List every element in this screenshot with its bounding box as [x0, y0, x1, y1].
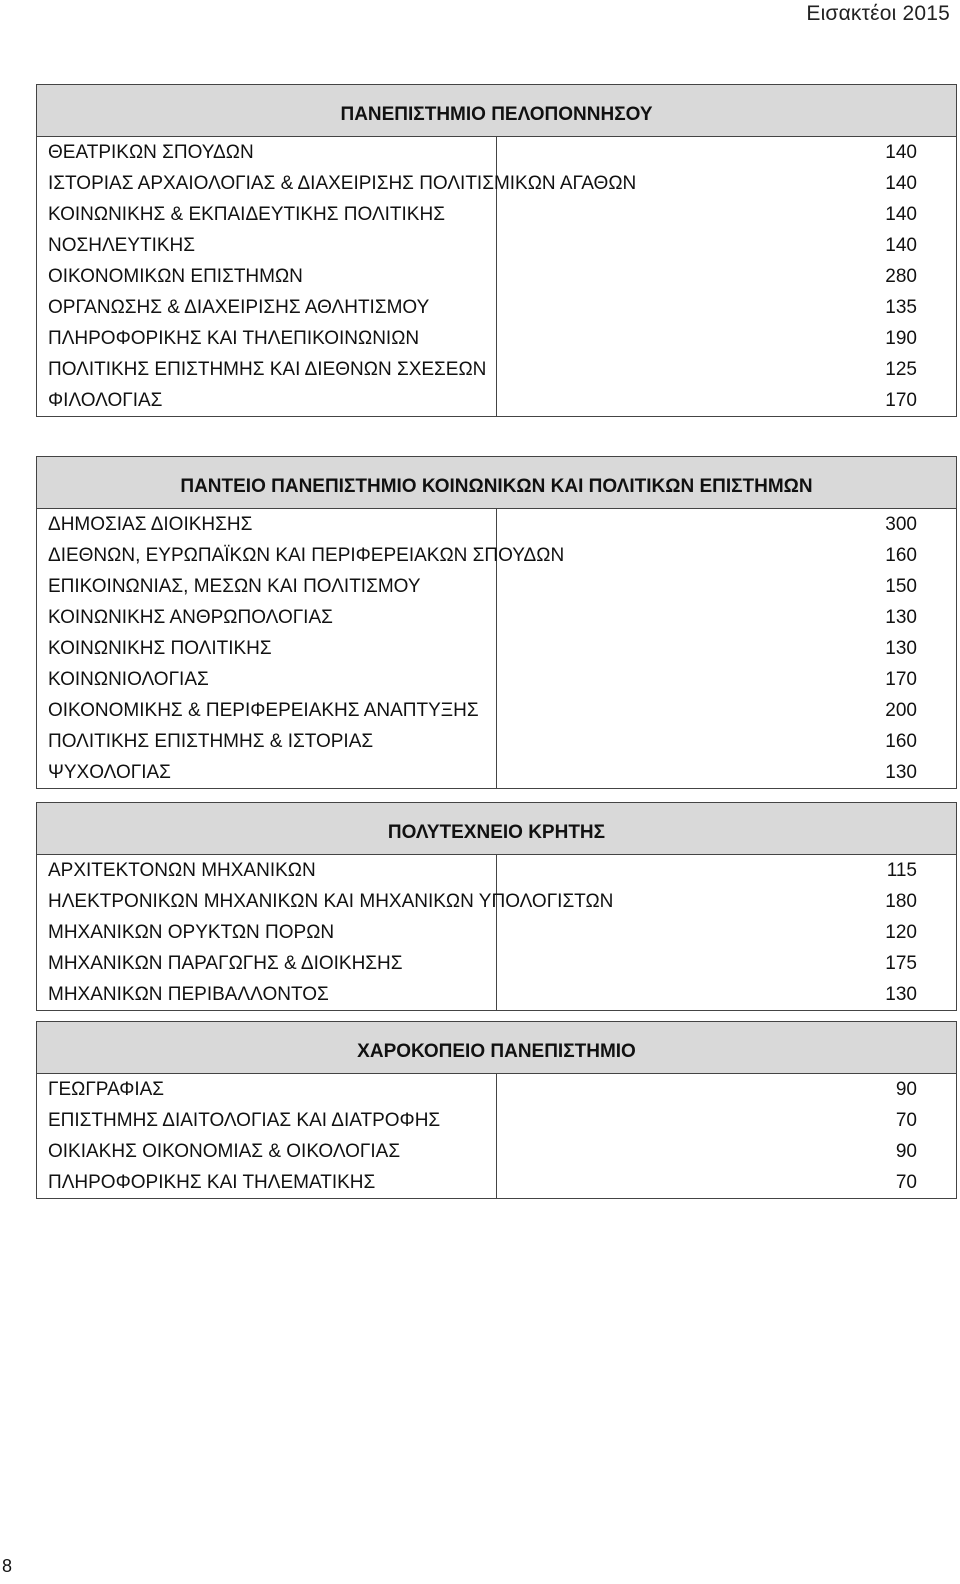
table-row: [37, 571, 957, 602]
table-row: [37, 1105, 957, 1136]
admission-count: 140: [497, 230, 957, 261]
table-row: [37, 292, 957, 323]
table-row: [37, 354, 957, 385]
table-row: [37, 1167, 957, 1199]
admission-count: 70: [497, 1105, 957, 1136]
admission-count: 140: [497, 168, 957, 199]
university-table: [36, 84, 957, 417]
table-row: [37, 695, 957, 726]
department-name: ΕΠΙΚΟΙΝΩΝΙΑΣ, ΜΕΣΩΝ ΚΑΙ ΠΟΛΙΤΙΣΜΟΥ: [37, 571, 497, 602]
admission-count: 130: [497, 979, 957, 1011]
department-name: ΘΕΑΤΡΙΚΩΝ ΣΠΟΥΔΩΝ: [37, 137, 497, 169]
table-row: [37, 664, 957, 695]
admission-count: 130: [497, 602, 957, 633]
admission-count: 170: [497, 385, 957, 417]
table-row: [37, 855, 957, 887]
admission-count: 280: [497, 261, 957, 292]
page-number: 8: [2, 1556, 13, 1576]
university-table: [36, 1021, 957, 1199]
department-name: ΦΙΛΟΛΟΓΙΑΣ: [37, 385, 497, 417]
department-name: ΟΙΚΟΝΟΜΙΚΩΝ ΕΠΙΣΤΗΜΩΝ: [37, 261, 497, 292]
admission-count: 160: [497, 540, 957, 571]
document-header: Εισακτέοι 2015: [806, 2, 950, 25]
department-name: ΝΟΣΗΛΕΥΤΙΚΗΣ: [37, 230, 497, 261]
department-name: ΑΡΧΙΤΕΚΤΟΝΩΝ ΜΗΧΑΝΙΚΩΝ: [37, 855, 497, 887]
department-name: ΨΥΧΟΛΟΓΙΑΣ: [37, 757, 497, 789]
department-name: ΙΣΤΟΡΙΑΣ ΑΡΧΑΙΟΛΟΓΙΑΣ & ΔΙΑΧΕΙΡΙΣΗΣ ΠΟΛΙΤΙΣΜΙΚΩΝ ΑΓΑΘΩΝ: [37, 168, 497, 199]
table-row: [37, 509, 957, 541]
university-name: ΠΑΝΕΠΙΣΤΗΜΙΟ ΠΕΛΟΠΟΝΝΗΣΟΥ: [37, 85, 957, 137]
admission-count: 150: [497, 571, 957, 602]
admission-count: 125: [497, 354, 957, 385]
table-row: [37, 168, 957, 199]
university-header-row: [37, 1022, 957, 1074]
admission-count: 160: [497, 726, 957, 757]
admission-count: 200: [497, 695, 957, 726]
university-header-row: [37, 457, 957, 509]
table-row: [37, 979, 957, 1011]
department-name: ΔΙΕΘΝΩΝ, ΕΥΡΩΠΑΪΚΩΝ ΚΑΙ ΠΕΡΙΦΕΡΕΙΑΚΩΝ ΣΠΟΥΔΩΝ: [37, 540, 497, 571]
department-name: ΟΙΚΟΝΟΜΙΚΗΣ & ΠΕΡΙΦΕΡΕΙΑΚΗΣ ΑΝΑΠΤΥΞΗΣ: [37, 695, 497, 726]
table-row: [37, 948, 957, 979]
admission-count: 190: [497, 323, 957, 354]
university-table: [36, 456, 957, 789]
department-name: ΚΟΙΝΩΝΙΚΗΣ & ΕΚΠΑΙΔΕΥΤΙΚΗΣ ΠΟΛΙΤΙΚΗΣ: [37, 199, 497, 230]
admission-count: 70: [497, 1167, 957, 1199]
admission-count: 300: [497, 509, 957, 541]
table-row: [37, 726, 957, 757]
department-name: ΔΗΜΟΣΙΑΣ ΔΙΟΙΚΗΣΗΣ: [37, 509, 497, 541]
admission-count: 90: [497, 1074, 957, 1106]
admission-count: 130: [497, 757, 957, 789]
department-name: ΠΟΛΙΤΙΚΗΣ ΕΠΙΣΤΗΜΗΣ ΚΑΙ ΔΙΕΘΝΩΝ ΣΧΕΣΕΩΝ: [37, 354, 497, 385]
table-row: [37, 886, 957, 917]
admission-count: 170: [497, 664, 957, 695]
admission-count: 135: [497, 292, 957, 323]
university-table: [36, 802, 957, 1011]
table-row: [37, 199, 957, 230]
table-row: [37, 1074, 957, 1106]
admission-count: 120: [497, 917, 957, 948]
admission-count: 180: [497, 886, 957, 917]
table-row: [37, 323, 957, 354]
table-row: [37, 917, 957, 948]
table-row: [37, 230, 957, 261]
table-row: [37, 261, 957, 292]
department-name: ΚΟΙΝΩΝΙΟΛΟΓΙΑΣ: [37, 664, 497, 695]
department-name: ΠΛΗΡΟΦΟΡΙΚΗΣ ΚΑΙ ΤΗΛΕΜΑΤΙΚΗΣ: [37, 1167, 497, 1199]
department-name: ΚΟΙΝΩΝΙΚΗΣ ΑΝΘΡΩΠΟΛΟΓΙΑΣ: [37, 602, 497, 633]
university-header-row: [37, 803, 957, 855]
table-row: [37, 137, 957, 169]
department-name: ΠΛΗΡΟΦΟΡΙΚΗΣ ΚΑΙ ΤΗΛΕΠΙΚΟΙΝΩΝΙΩΝ: [37, 323, 497, 354]
department-name: ΜΗΧΑΝΙΚΩΝ ΠΑΡΑΓΩΓΗΣ & ΔΙΟΙΚΗΣΗΣ: [37, 948, 497, 979]
table-row: [37, 757, 957, 789]
department-name: ΟΡΓΑΝΩΣΗΣ & ΔΙΑΧΕΙΡΙΣΗΣ ΑΘΛΗΤΙΣΜΟΥ: [37, 292, 497, 323]
admission-count: 115: [497, 855, 957, 887]
table-row: [37, 540, 957, 571]
department-name: ΓΕΩΓΡΑΦΙΑΣ: [37, 1074, 497, 1106]
admission-count: 90: [497, 1136, 957, 1167]
admission-count: 140: [497, 137, 957, 169]
admission-count: 130: [497, 633, 957, 664]
department-name: ΜΗΧΑΝΙΚΩΝ ΟΡΥΚΤΩΝ ΠΟΡΩΝ: [37, 917, 497, 948]
table-row: [37, 602, 957, 633]
university-name: ΧΑΡΟΚΟΠΕΙΟ ΠΑΝΕΠΙΣΤΗΜΙΟ: [37, 1022, 957, 1074]
department-name: ΕΠΙΣΤΗΜΗΣ ΔΙΑΙΤΟΛΟΓΙΑΣ ΚΑΙ ΔΙΑΤΡΟΦΗΣ: [37, 1105, 497, 1136]
table-row: [37, 1136, 957, 1167]
admission-count: 140: [497, 199, 957, 230]
university-header-row: [37, 85, 957, 137]
admission-count: 175: [497, 948, 957, 979]
department-name: ΗΛΕΚΤΡΟΝΙΚΩΝ ΜΗΧΑΝΙΚΩΝ ΚΑΙ ΜΗΧΑΝΙΚΩΝ ΥΠΟΛΟΓΙΣΤΩΝ: [37, 886, 497, 917]
table-row: [37, 633, 957, 664]
university-name: ΠΑΝΤΕΙΟ ΠΑΝΕΠΙΣΤΗΜΙΟ ΚΟΙΝΩΝΙΚΩΝ ΚΑΙ ΠΟΛΙΤΙΚΩΝ ΕΠΙΣΤΗΜΩΝ: [37, 457, 957, 509]
university-name: ΠΟΛΥΤΕΧΝΕΙΟ ΚΡΗΤΗΣ: [37, 803, 957, 855]
department-name: ΠΟΛΙΤΙΚΗΣ ΕΠΙΣΤΗΜΗΣ & ΙΣΤΟΡΙΑΣ: [37, 726, 497, 757]
department-name: ΟΙΚΙΑΚΗΣ ΟΙΚΟΝΟΜΙΑΣ & ΟΙΚΟΛΟΓΙΑΣ: [37, 1136, 497, 1167]
table-row: [37, 385, 957, 417]
department-name: ΚΟΙΝΩΝΙΚΗΣ ΠΟΛΙΤΙΚΗΣ: [37, 633, 497, 664]
department-name: ΜΗΧΑΝΙΚΩΝ ΠΕΡΙΒΑΛΛΟΝΤΟΣ: [37, 979, 497, 1011]
